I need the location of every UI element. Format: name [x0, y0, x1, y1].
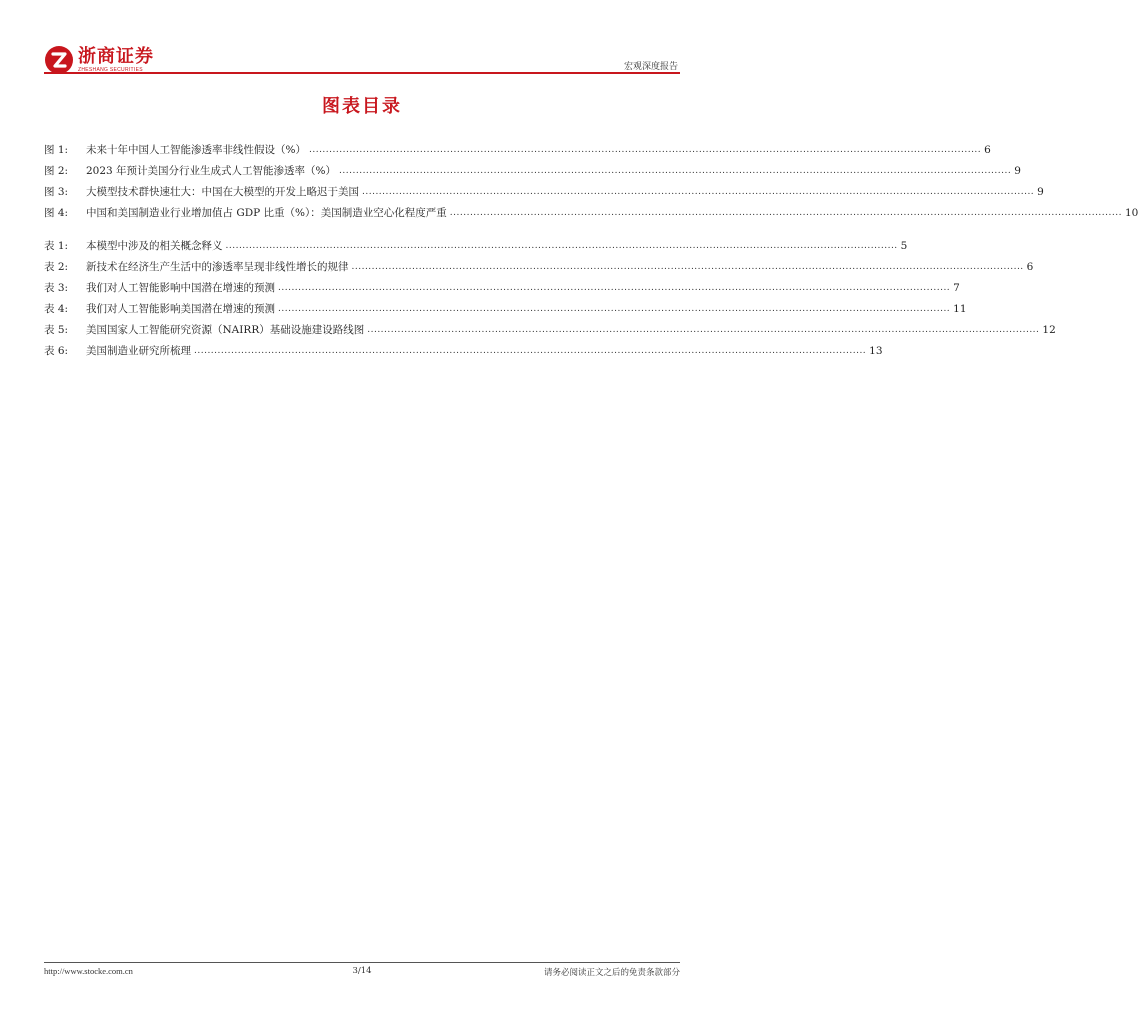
toc-entry-figure-3[interactable] — [44, 178, 1044, 199]
toc-entry-label: 图 2: — [44, 165, 69, 177]
toc-entry-page: 6 — [1026, 261, 1034, 273]
company-logo — [44, 45, 154, 75]
logo-chinese-name: 浙商证券 — [78, 45, 154, 67]
toc-entry-label: 表 2: — [44, 261, 69, 273]
figure-list — [44, 136, 1138, 220]
toc-entry-title: 中国和美国制造业行业增加值占 GDP 比重（%）：美国制造业空心化程度严重 — [86, 207, 447, 219]
toc-entry-figure-2[interactable] — [44, 157, 1021, 178]
toc-entry-title: 美国制造业研究所梳理 — [86, 345, 191, 357]
toc-leader-dots: ........................................................................................................................................................................................................ — [278, 283, 951, 293]
disclaimer-note: 请务必阅读正文之后的免责条款部分 — [543, 968, 680, 978]
table-list — [44, 232, 1056, 358]
header-rule-red — [44, 72, 680, 74]
toc-entry-label: 表 1: — [44, 240, 69, 252]
toc-entry-page: 11 — [953, 303, 967, 315]
toc-entry-page: 12 — [1042, 324, 1056, 336]
report-type: 宏观深度报告 — [623, 62, 678, 72]
toc-entry-label: 图 3: — [44, 186, 69, 198]
toc-entry-label: 表 3: — [44, 282, 69, 294]
toc-entry-page: 7 — [953, 282, 960, 294]
toc-entry-label: 图 4: — [44, 207, 69, 219]
toc-entry-title: 新技术在经济生产生活中的渗透率呈现非线性增长的规律 — [86, 261, 349, 273]
logo-mark-icon — [44, 45, 74, 75]
toc-entry-table-6[interactable] — [44, 337, 883, 358]
toc-entry-table-5[interactable] — [44, 316, 1056, 337]
toc-leader-dots: ........................................................................................................................................................................................................ — [225, 241, 898, 251]
toc-entry-page: 10 — [1124, 207, 1138, 219]
toc-leader-dots: ........................................................................................................................................................................................................ — [308, 145, 982, 155]
toc-entry-title: 2023 年预计美国分行业生成式人工智能渗透率（%） — [86, 165, 337, 177]
toc-entry-table-4[interactable] — [44, 295, 967, 316]
toc-entry-table-2[interactable] — [44, 253, 1034, 274]
toc-entry-table-3[interactable] — [44, 274, 960, 295]
toc-leader-dots: ........................................................................................................................................................................................................ — [362, 187, 1035, 197]
toc-entry-title: 美国国家人工智能研究资源（NAIRR）基础设施建设路线图 — [86, 324, 365, 336]
toc-entry-title: 本模型中涉及的相关概念释义 — [86, 240, 223, 252]
toc-entry-label: 表 4: — [44, 303, 69, 315]
toc-leader-dots: ........................................................................................................................................................................................................ — [351, 262, 1024, 272]
toc-entry-figure-4[interactable] — [44, 199, 1138, 220]
toc-entry-title: 我们对人工智能影响美国潜在增速的预测 — [86, 303, 275, 315]
footer-rule — [44, 962, 680, 963]
toc-entry-page: 9 — [1014, 165, 1021, 177]
toc-entry-label: 表 6: — [44, 345, 69, 357]
page-number: 3/14 — [352, 966, 372, 976]
toc-entry-page: 6 — [984, 144, 991, 156]
toc-entry-title: 大模型技术群快速壮大：中国在大模型的开发上略迟于美国 — [86, 186, 359, 198]
toc-entry-title: 未来十年中国人工智能渗透率非线性假设（%） — [86, 144, 306, 156]
toc-entry-label: 表 5: — [44, 324, 69, 336]
toc-entry-page: 5 — [900, 240, 908, 252]
website-link[interactable]: http://www.stocke.com.cn — [44, 966, 133, 976]
toc-leader-dots: ........................................................................................................................................................................................................ — [278, 304, 951, 314]
toc-entry-title: 我们对人工智能影响中国潜在增速的预测 — [86, 282, 275, 294]
logo-english-name: ZHESHANG SECURITIES — [78, 66, 143, 73]
toc-leader-dots: ........................................................................................................................................................................................................ — [339, 166, 1012, 176]
toc-entry-figure-1[interactable] — [44, 136, 991, 157]
toc-entry-page: 9 — [1037, 186, 1044, 198]
toc-entry-label: 图 1: — [44, 144, 69, 156]
page-title: 图表目录 — [322, 96, 402, 117]
toc-entry-page: 13 — [869, 345, 883, 357]
toc-leader-dots: ........................................................................................................................................................................................................ — [449, 208, 1122, 218]
toc-leader-dots: ........................................................................................................................................................................................................ — [367, 325, 1040, 335]
toc-entry-table-1[interactable] — [44, 232, 908, 253]
toc-leader-dots: ........................................................................................................................................................................................................ — [194, 346, 867, 356]
page-header — [44, 42, 680, 82]
